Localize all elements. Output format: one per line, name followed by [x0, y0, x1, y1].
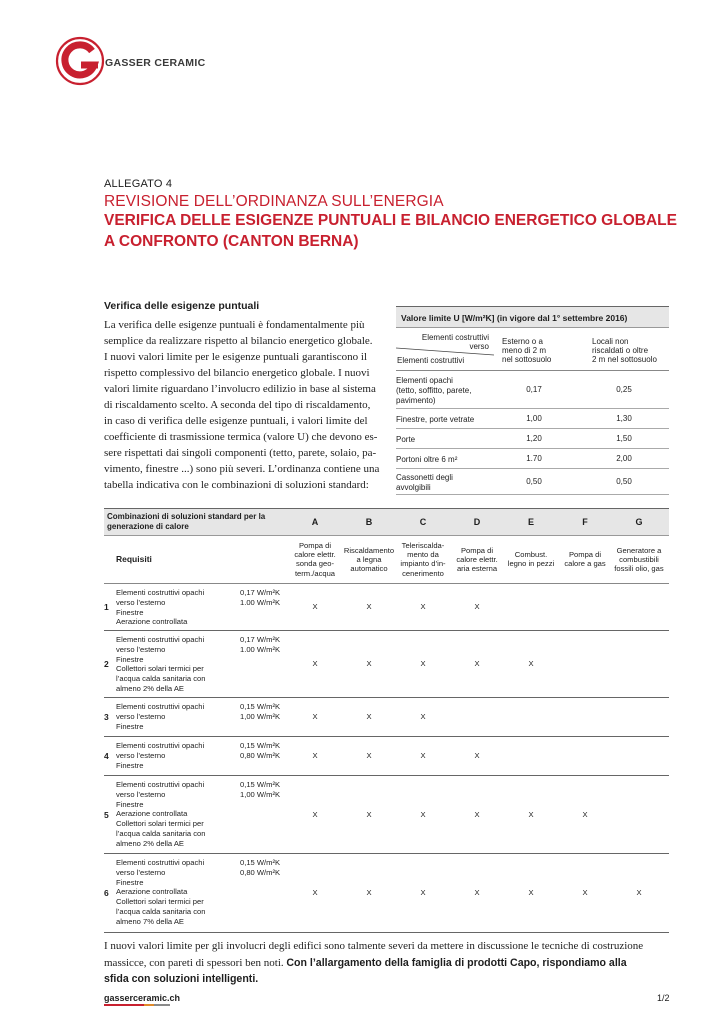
row-u-value: 0,15 W/m²K	[240, 780, 281, 789]
column-description-line: legno in pezzi	[507, 559, 555, 569]
body-line: valori limite riguardano l’involucro edilizio in base al sistema	[104, 383, 376, 395]
u-value-unheated: 1,30	[616, 414, 632, 423]
body-line: semplice da realizzare rispetto al bilancio energetico globale.	[104, 335, 373, 347]
footer-bar-orange	[144, 1004, 154, 1006]
row-element-line: verso l’esterno	[116, 711, 166, 721]
u-value-exterior: 1,20	[526, 434, 542, 443]
row-number: 4	[104, 751, 109, 761]
u-table-row	[396, 409, 669, 429]
column-description-line: term./acqua	[294, 568, 336, 578]
combo-table-header	[104, 508, 669, 536]
u-row-label-line: Elementi opachi	[396, 376, 453, 385]
row-mark: X	[366, 810, 372, 819]
u-table-row	[396, 371, 669, 409]
row-number: 5	[104, 810, 109, 820]
body-line: coefficiente di trasmissione termica (valore U) che devono es-	[104, 431, 378, 443]
u-row-label-line: avvolgibili	[396, 483, 431, 492]
row-elements	[116, 780, 206, 849]
section-body	[104, 317, 380, 493]
row-mark: X	[636, 888, 642, 897]
row-u-value: 0,15 W/m²K	[240, 702, 281, 711]
u-value-exterior: 1.70	[526, 454, 542, 463]
u-value-unheated: 0,50	[616, 477, 632, 486]
closing-line3: sfida con soluzioni intelligenti.	[104, 973, 259, 985]
row-mark: X	[312, 751, 318, 760]
row-element-line: Elementi costruttivi opachi	[116, 780, 205, 789]
row-element-line: almeno 7% della AE	[116, 916, 184, 926]
closing-line1: I nuovi valori limite per gli involucri degli edifici sono talmente severi da mettere in discussione le tecniche di costruzione	[104, 940, 644, 952]
u-row-label-line: (tetto, soffitto, parete,	[396, 386, 472, 395]
row-element-line: Finestre	[116, 877, 144, 887]
row-element-line: Finestre	[116, 607, 144, 617]
u-col-unheated: Locali non riscaldati o oltre 2 m nel sottosuolo	[592, 337, 657, 364]
row-element-line: Elementi costruttivi opachi	[116, 635, 205, 644]
column-letter: B	[365, 517, 373, 527]
revision-title: REVISIONE DELL’ORDINANZA SULL’ENERGIA	[104, 193, 444, 210]
row-number: 2	[104, 659, 109, 669]
row-number: 3	[104, 712, 109, 722]
u-row-label	[396, 376, 471, 406]
row-element-line: verso l’esterno	[116, 867, 166, 877]
row-u-value: 0,17 W/m²K	[240, 635, 281, 644]
column-description-line: a legna	[356, 555, 382, 565]
column-description	[288, 541, 342, 578]
row-mark: X	[366, 888, 372, 897]
u-row-label-line: Portoni oltre 6 m²	[396, 455, 458, 464]
row-mark: X	[366, 602, 372, 611]
row-u-value: 1.00 W/m²K	[240, 597, 281, 607]
row-mark: X	[420, 751, 426, 760]
combo-table-title: Combinazioni di soluzioni standard per la generazione di calore	[107, 512, 266, 531]
row-element-line: l’acqua calda sanitaria con	[116, 906, 206, 916]
column-description-line: Pompa di	[460, 546, 494, 555]
column-letter: A	[311, 517, 319, 527]
requisiti-label: Requisiti	[116, 554, 152, 564]
row-mark: X	[474, 888, 480, 897]
row-mark: X	[366, 659, 372, 668]
u-value-exterior: 0,17	[526, 385, 542, 394]
row-element-line: l’acqua calda sanitaria con	[116, 674, 206, 684]
column-description	[558, 550, 612, 568]
u-value-unheated: 1,50	[616, 434, 632, 443]
row-element-line: Collettori solari termici per	[116, 819, 204, 829]
u-value-table	[396, 306, 669, 495]
u-table-subheader	[396, 328, 669, 371]
row-mark: X	[582, 810, 588, 819]
row-mark: X	[474, 751, 480, 760]
row-mark: X	[420, 712, 426, 721]
column-letter: C	[419, 517, 427, 527]
row-element-line: Finestre	[116, 799, 144, 809]
row-element-line: verso l’esterno	[116, 597, 166, 607]
column-letter: D	[473, 517, 481, 527]
allegato-label: ALLEGATO 4	[104, 178, 173, 190]
row-elements	[116, 741, 204, 770]
row-mark: X	[312, 602, 318, 611]
row-u-values	[240, 741, 280, 761]
u-value-exterior: 0,50	[526, 477, 542, 486]
column-description-line: cenerimento	[402, 568, 444, 578]
footer-color-bar	[104, 1004, 170, 1006]
column-description	[504, 550, 558, 568]
footer-website-link[interactable]: gasserceramic.ch	[104, 993, 181, 1003]
column-description-line: sonda geo-	[296, 559, 334, 569]
row-element-line: l’acqua calda sanitaria con	[116, 828, 206, 838]
u-table-rows	[396, 371, 669, 495]
row-mark: X	[474, 659, 480, 668]
column-description	[396, 541, 450, 578]
body-line: I nuovi valori limite per le esigenze puntuali garantiscono il	[104, 351, 368, 363]
body-line: La verifica delle esigenze puntuali è fondamentalmente più	[104, 319, 365, 331]
footer-bar-red	[104, 1004, 144, 1006]
u-table-row	[396, 449, 669, 469]
row-u-value: 0,80 W/m²K	[240, 867, 281, 877]
row-element-line: Collettori solari termici per	[116, 664, 204, 674]
combo-table-row	[104, 584, 669, 631]
row-number: 6	[104, 888, 109, 898]
combo-table-row	[104, 698, 669, 737]
row-mark: X	[528, 810, 534, 819]
row-mark: X	[420, 888, 426, 897]
row-element-line: Aerazione controllata	[116, 887, 188, 897]
row-element-line: Elementi costruttivi opachi	[116, 741, 205, 750]
row-element-line: Collettori solari termici per	[116, 897, 204, 907]
column-description-line: Pompa di	[568, 550, 602, 559]
section-title: Verifica delle esigenze puntuali	[104, 300, 260, 312]
column-letter: F	[582, 517, 588, 527]
combo-table-rows	[104, 584, 669, 933]
brand-name: GASSER CERAMIC	[105, 57, 206, 69]
row-number: 1	[104, 602, 109, 612]
column-description	[612, 546, 666, 574]
row-elements	[116, 588, 204, 627]
body-line: vimento, finestre ...) sono più severi. L’ordinanza contiene una	[104, 463, 380, 475]
row-elements	[116, 702, 204, 731]
row-mark: X	[528, 659, 534, 668]
row-element-line: almeno 2% della AE	[116, 683, 184, 693]
row-element-line: Aerazione controllata	[116, 617, 188, 627]
row-element-line: verso l’esterno	[116, 789, 166, 799]
row-u-values	[240, 780, 280, 800]
combo-table-row	[104, 737, 669, 776]
row-u-value: 0,15 W/m²K	[240, 741, 281, 750]
row-elements	[116, 858, 206, 927]
column-description-line: Generatore a	[616, 546, 662, 555]
row-element-line: Aerazione controllata	[116, 809, 188, 819]
row-elements	[116, 635, 206, 694]
column-description-line: automatico	[350, 564, 388, 574]
row-u-values	[240, 702, 280, 722]
column-description-line: impianto d’in-	[400, 559, 446, 569]
column-description-line: Teleriscalda-	[401, 541, 445, 550]
row-u-values	[240, 588, 280, 608]
row-mark: X	[420, 659, 426, 668]
row-element-line: Elementi costruttivi opachi	[116, 858, 205, 867]
u-row-label	[396, 435, 415, 445]
row-mark: X	[582, 888, 588, 897]
body-line: di riscaldamento scelto. A seconda del tipo di riscaldamento,	[104, 399, 371, 411]
row-mark: X	[474, 810, 480, 819]
row-u-values	[240, 635, 280, 655]
row-u-value: 1,00 W/m²K	[240, 711, 281, 721]
column-description-line: aria esterna	[456, 564, 498, 574]
column-description-line: Pompa di	[298, 541, 332, 550]
row-mark: X	[474, 602, 480, 611]
column-description	[342, 546, 396, 574]
row-element-line: Finestre	[116, 721, 144, 731]
u-value-unheated: 0,25	[616, 385, 632, 394]
u-table-row	[396, 469, 669, 495]
u-table-row	[396, 429, 669, 449]
row-u-value: 0,15 W/m²K	[240, 858, 281, 867]
u-row-label	[396, 455, 457, 465]
u-row-label	[396, 415, 474, 425]
u-row-label-line: pavimento)	[396, 396, 436, 405]
column-description-line: calore elettr.	[294, 550, 336, 560]
u-row-label	[396, 473, 453, 493]
row-element-line: verso l’esterno	[116, 644, 166, 654]
u-row-label-line: Cassonetti degli	[396, 473, 453, 482]
row-mark: X	[528, 888, 534, 897]
body-line: in caso di verifica delle esigenze puntuali, i valori limite del	[104, 415, 368, 427]
combo-table-row	[104, 776, 669, 854]
column-letter: G	[635, 517, 643, 527]
column-description-line: fossili olio, gas	[614, 564, 664, 574]
column-description-line: Combust.	[514, 550, 548, 559]
row-mark: X	[312, 659, 318, 668]
combination-table	[104, 508, 669, 933]
u-header-bottom: Elementi costruttivi	[397, 356, 465, 365]
main-title-line2: A CONFRONTO (CANTON BERNA)	[104, 233, 359, 250]
column-description-line: mento da	[407, 550, 439, 560]
row-mark: X	[312, 888, 318, 897]
row-u-values	[240, 858, 280, 878]
row-u-value: 0,80 W/m²K	[240, 750, 281, 760]
row-mark: X	[312, 712, 318, 721]
column-letter: E	[527, 517, 534, 527]
combo-table-row	[104, 854, 669, 933]
u-row-label-line: Porte	[396, 435, 416, 444]
column-description-line: calore elettr.	[456, 555, 498, 565]
column-description-line: calore a gas	[564, 559, 606, 569]
row-u-value: 1,00 W/m²K	[240, 789, 281, 799]
row-mark: X	[366, 712, 372, 721]
body-line: tabella indicativa con le combinazioni di soluzioni standard:	[104, 479, 369, 491]
row-u-value: 1.00 W/m²K	[240, 644, 281, 654]
page-number: 1/2	[657, 993, 670, 1003]
row-element-line: Finestre	[116, 760, 144, 770]
body-line: sere rispettati dai singoli componenti (tetto, parete, solaio, pa-	[104, 447, 377, 459]
row-mark: X	[420, 602, 426, 611]
row-element-line: almeno 2% della AE	[116, 838, 184, 848]
row-u-value: 0,17 W/m²K	[240, 588, 281, 597]
u-value-exterior: 1,00	[526, 414, 542, 423]
row-element-line: Finestre	[116, 654, 144, 664]
column-description-line: combustibili	[619, 555, 659, 565]
closing-paragraph	[104, 938, 676, 988]
row-mark: X	[312, 810, 318, 819]
row-element-line: Elementi costruttivi opachi	[116, 588, 205, 597]
column-description-line: Riscaldamento	[343, 546, 395, 555]
gasser-logo-icon	[55, 36, 105, 86]
u-table-title: Valore limite U [W/m²K] (in vigore dal 1° settembre 2016)	[396, 306, 669, 328]
u-value-unheated: 2,00	[616, 454, 632, 463]
u-header-top: Elementi costruttivi verso	[421, 333, 489, 351]
column-description	[450, 546, 504, 574]
combo-table-subheader	[104, 536, 669, 584]
u-row-label-line: Finestre, porte vetrate	[396, 415, 475, 424]
footer-bar-grey	[154, 1004, 170, 1006]
main-title-line1: VERIFICA DELLE ESIGENZE PUNTUALI E BILANCIO ENERGETICO GLOBALE	[104, 212, 677, 229]
body-line: rispetto complessivo del bilancio energetico globale. I nuovi	[104, 367, 370, 379]
row-element-line: verso l’esterno	[116, 750, 166, 760]
u-col-exterior: Esterno o a meno di 2 m nel sottosuolo	[502, 337, 552, 364]
row-mark: X	[366, 751, 372, 760]
row-mark: X	[420, 810, 426, 819]
combo-table-row	[104, 631, 669, 698]
closing-line2: massicce, con pareti di spessori ben noti. Con l’allargamento della famiglia di prodotti Capo, rispondiamo alla	[104, 956, 627, 969]
row-element-line: Elementi costruttivi opachi	[116, 702, 205, 711]
